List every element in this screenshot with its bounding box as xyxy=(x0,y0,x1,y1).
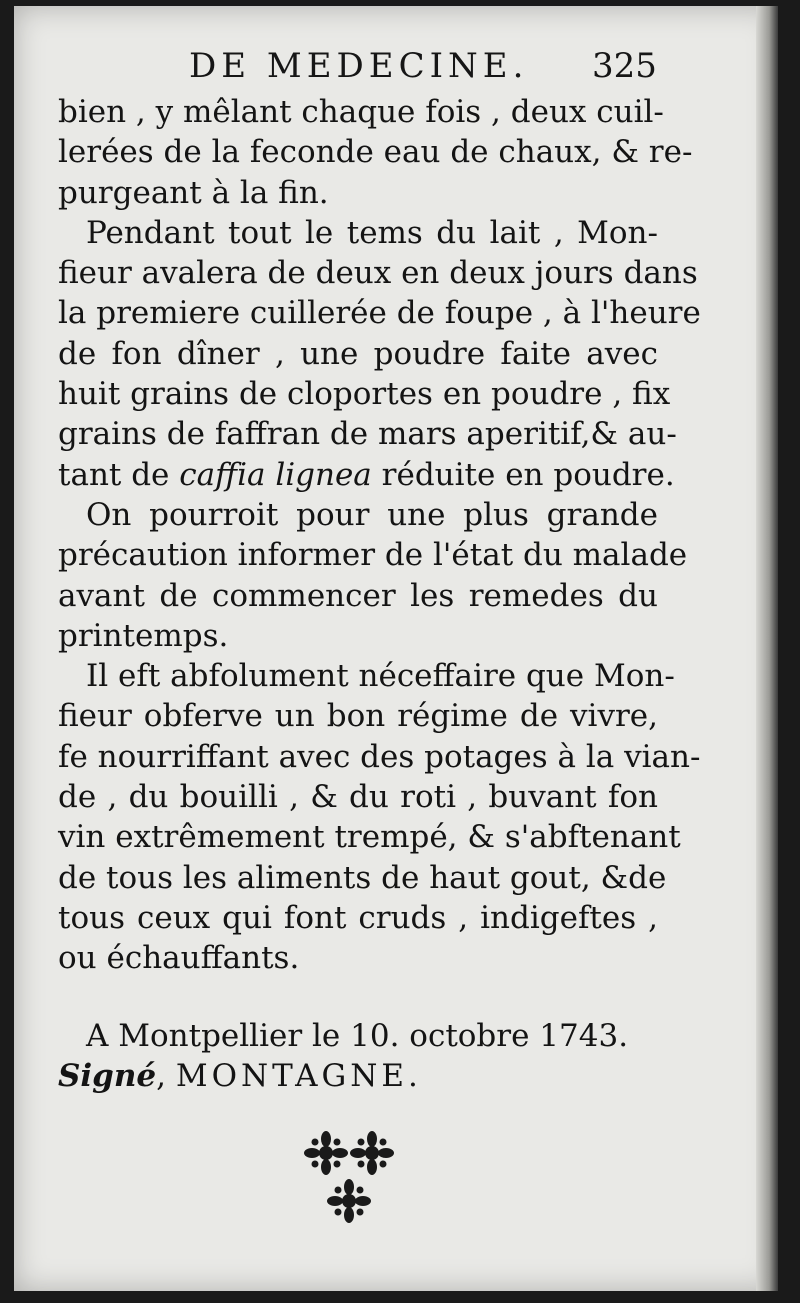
text-line: de , du bouilli , & du roti , buvant fon xyxy=(58,779,658,816)
text-line: Pendant tout le tems du lait , Mon- xyxy=(86,214,658,251)
text-fragment: réduite en poudre. xyxy=(371,456,675,493)
text-line: fe nourriffant avec des potages à la vian- xyxy=(58,738,701,775)
date-line: A Montpellier le 10. octobre 1743. xyxy=(86,1018,629,1054)
text-line: huit grains de cloportes en poudre , fix xyxy=(58,376,671,413)
book-page xyxy=(14,6,778,1291)
paragraph-4 xyxy=(58,656,701,978)
signature-line: Signé, MONTAGNE. xyxy=(58,1058,422,1094)
italic-term: caffia lignea xyxy=(179,456,372,493)
fleuron-ornament-icon xyxy=(304,1131,394,1226)
running-head: DE MEDECINE. xyxy=(189,46,529,86)
text-line: précaution informer de l'état du malade xyxy=(58,537,688,574)
page-header xyxy=(14,46,778,96)
paragraph-3 xyxy=(58,495,688,656)
text-line: lerées de la feconde eau de chaux, & re- xyxy=(58,134,693,171)
closing-block xyxy=(58,1016,678,1096)
body-text xyxy=(58,92,701,979)
text-line: printemps. xyxy=(58,617,229,654)
text-line: tous ceux qui font cruds , indigeftes , xyxy=(58,899,658,936)
text-line: de fon dîner , une poudre faite avec xyxy=(58,335,658,372)
text-line xyxy=(58,455,675,495)
signed-label: Signé xyxy=(58,1058,157,1094)
text-line: purgeant à la fin. xyxy=(58,174,329,211)
signer-name: MONTAGNE. xyxy=(175,1058,422,1094)
text-line: Il eft abfolument néceffaire que Mon- xyxy=(86,658,675,695)
text-line: grains de faffran de mars aperitif,& au- xyxy=(58,416,677,453)
text-line: fieur obferve un bon régime de vivre, xyxy=(58,698,658,735)
paragraph-2 xyxy=(58,213,701,495)
text-line: On pourroit pour une plus grande xyxy=(86,496,658,533)
text-line: avant de commencer les remedes du xyxy=(58,577,658,614)
text-line: fieur avalera de deux en deux jours dans xyxy=(58,255,698,292)
paragraph-1 xyxy=(58,92,693,213)
text-line: bien , y mêlant chaque fois , deux cuil- xyxy=(58,94,664,130)
page-binding-edge xyxy=(756,6,778,1291)
text-line: de tous les aliments de haut gout, &de xyxy=(58,859,667,896)
text-line: la premiere cuillerée de foupe , à l'heure xyxy=(58,295,701,332)
text-line: ou échauffants. xyxy=(58,940,300,977)
text-line: vin extrêmement trempé, & s'abftenant xyxy=(58,819,681,856)
page-number: 325 xyxy=(592,46,657,86)
text-fragment: tant de xyxy=(58,456,180,493)
